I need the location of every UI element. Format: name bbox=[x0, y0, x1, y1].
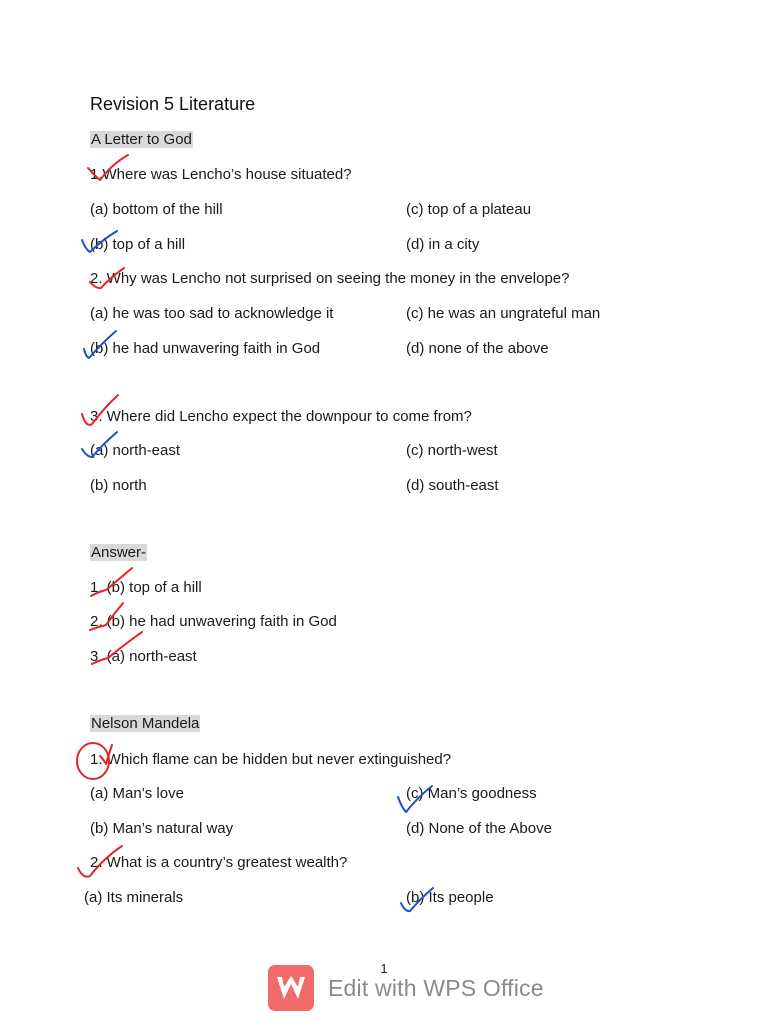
option-b: (b) top of a hill bbox=[90, 236, 186, 253]
answer-item: 2. (b) he had unwavering faith in God bbox=[90, 613, 337, 630]
answer-item: 3. (a) north-east bbox=[90, 648, 197, 665]
document-title: Revision 5 Literature bbox=[90, 94, 256, 114]
option-c: (c) he was an ungrateful man bbox=[406, 305, 601, 322]
answer-item: 1. (b) top of a hill bbox=[90, 579, 202, 596]
option-b: (b) Its people bbox=[406, 889, 494, 906]
section-heading-nelson-mandela: Nelson Mandela bbox=[91, 715, 200, 732]
question-1: 1.Where was Lencho’s house situated? bbox=[90, 166, 352, 183]
question-3: 3. Where did Lencho expect the downpour to come from? bbox=[90, 408, 472, 425]
option-a: (a) Man’s love bbox=[90, 785, 184, 802]
option-b: (b) he had unwavering faith in God bbox=[90, 340, 321, 357]
option-d: (d) None of the Above bbox=[406, 820, 552, 837]
question-1: 1. Which flame can be hidden but never extinguished? bbox=[90, 751, 452, 768]
option-c: (c) top of a plateau bbox=[406, 201, 532, 218]
answers-heading: Answer- bbox=[91, 544, 147, 561]
option-a: (a) north-east bbox=[90, 442, 181, 459]
option-c: (c) north-west bbox=[406, 442, 498, 459]
question-2: 2. Why was Lencho not surprised on seeing the money in the envelope? bbox=[90, 270, 570, 287]
option-d: (d) in a city bbox=[406, 236, 480, 253]
option-b: (b) north bbox=[90, 477, 147, 494]
option-c: (c) Man’s goodness bbox=[406, 785, 537, 802]
option-d: (d) south-east bbox=[406, 477, 499, 494]
option-a: (a) bottom of the hill bbox=[90, 201, 223, 218]
wps-edit-label: Edit with WPS Office bbox=[328, 974, 544, 1001]
wps-logo-icon bbox=[268, 965, 314, 1011]
option-b: (b) Man’s natural way bbox=[90, 820, 234, 837]
option-a: (a) he was too sad to acknowledge it bbox=[90, 305, 334, 322]
question-2: 2. What is a country’s greatest wealth? bbox=[90, 854, 348, 871]
edit-with-wps-office-banner[interactable] bbox=[268, 964, 544, 1012]
section-heading-a-letter-to-god: A Letter to God bbox=[91, 131, 192, 148]
page-number: 1 bbox=[380, 961, 388, 976]
option-a: (a) Its minerals bbox=[84, 889, 184, 906]
option-d: (d) none of the above bbox=[406, 340, 549, 357]
